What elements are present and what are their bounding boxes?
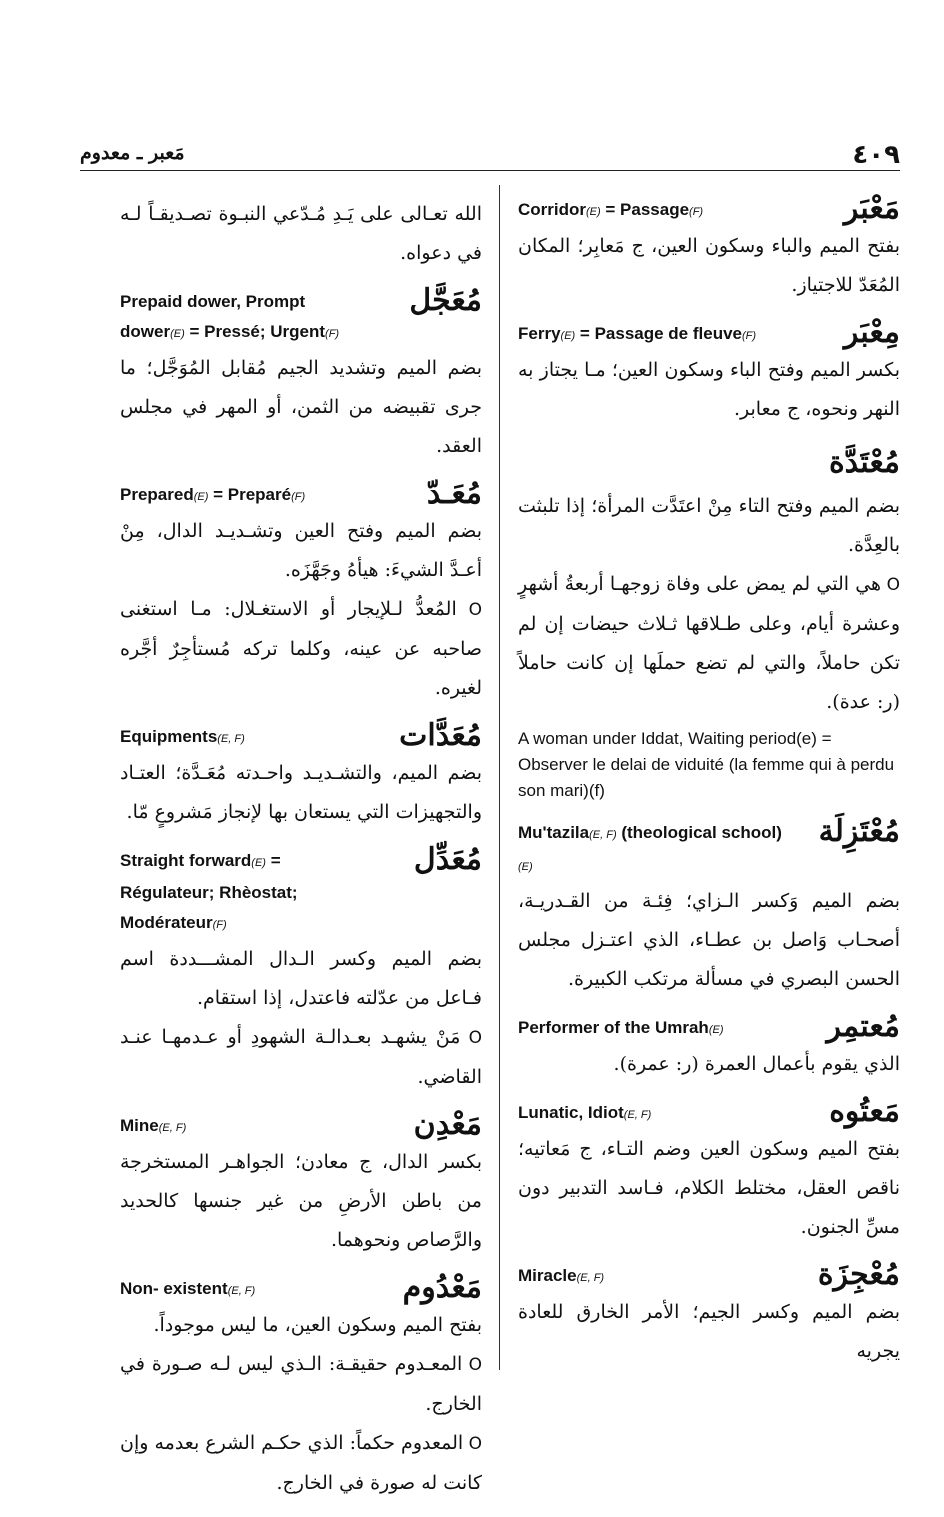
entry-header [120,283,482,349]
headword: مَعْدُوم [402,1270,482,1305]
language-tag: (E) [560,330,576,342]
french-term: = Passage de fleuve [575,324,742,343]
language-tag: (E, F) [576,1272,605,1284]
headword: مُعتمِر [826,1009,900,1044]
dictionary-entry [518,191,900,305]
english-term: Prepaid dower, Prompt dower [120,292,306,341]
french-term: = Pressé; Urgent [184,322,326,341]
headword: مُعَدِّل [413,842,482,877]
definition-text: بفتح الميم وسكون العين وضم التـاء، ج مَعاتيه؛ ناقص العقل، مختلط الكلام، فـاسد التدبير دون مسِّ الجنون. [518,1138,900,1238]
definition-text: بكسر الدال، ج معادن؛ الجواهـر المستخرجة من باطن الأرضِ من غير جنسها كالحديد والرَّصاص ونحوهما. [120,1151,482,1251]
headword: مَعْبَر [843,191,900,226]
dictionary-entry [518,814,900,999]
headword: مَعْدِن [413,1107,482,1142]
language-tag: (E) [586,206,601,218]
dictionary-entry [120,476,482,708]
left-column [120,195,482,1517]
sub-definition: O المعدوم حكماً: الذي حكـم الشرع بعدمه وإن كانت له صورة في الخارج. [120,1424,482,1503]
entry-header [518,191,900,227]
dictionary-entry [120,842,482,1097]
definition-text: الله تعـالى على يَـدِ مُـدّعي النبـوة تصـديقـاً لـه في دعواه. [120,203,482,264]
sub-definition: O هي التي لم يمض على وفاة زوجهـا أربعةُ أشهرٍ وعشرة أيام، وعلى طـلاقها ثـلاث حيضات إن لم تكن حاملاً، والتي لم تضع حملَها إن كانت حاملاً (ر: عدة). [518,565,900,722]
language-tag: (E, F) [227,1285,256,1297]
dictionary-entry [518,1257,900,1371]
sub-definition: O المُعدُّ لـلإيجار أو الاستغـلال: مـا استغنى صاحبه عن عينه، وكلما تركه مُستأجِرٌ أجَّره لغيره. [120,590,482,708]
dictionary-entry [120,1270,482,1503]
english-term: Performer of the Umrah [518,1018,709,1037]
language-tag: (F) [212,919,227,931]
definition-text: بكسر الميم وفتح الباء وسكون العين؛ مـا يجتاز به النهر ونحوه، ج معابر. [518,359,900,420]
language-tag: (E) [251,857,266,869]
english-term: Prepared [120,485,194,504]
english-term: Mine [120,1116,159,1135]
headword: مِعْبَر [843,315,900,350]
english-term: Miracle [518,1266,577,1285]
entry-header [518,315,900,351]
headword: مُعَـدّ [426,476,482,511]
headword: مُعَدَّات [399,718,482,753]
language-tag: (F) [742,330,757,342]
translation [518,195,900,227]
headword: مَعتُوه [829,1094,900,1129]
dictionary-entry [518,315,900,429]
entry-header [120,1107,482,1143]
page-header [80,140,900,171]
entry-header [518,814,900,882]
headword: مُعْتَدَّة [828,445,900,480]
english-term: Mu'tazila [518,823,590,842]
english-note: A woman under Iddat, Waiting period(e) = Observer le delai de viduité (la femme qui à perdu son mari)(f) [518,729,895,800]
language-tag: (E, F) [623,1109,652,1121]
definition-text: بضم الميم وَكسر الـزاي؛ فِئـة من القـدريـة، أصحـاب وَاصل بن عطـاء، الذي اعتـزل مجلس الحسن البصري في مسألة مرتكب الكبيرة. [518,890,900,990]
definition-text: الذي يقوم بأعمال العمرة (ر: عمرة). [613,1053,900,1075]
dictionary-entry [518,443,900,804]
french-term: = Régulateur; Rhèostat; Modérateur [120,851,298,932]
entry-header [518,443,900,487]
entry-header [120,718,482,754]
dictionary-entry [120,1107,482,1260]
english-term: Ferry [518,324,561,343]
language-tag: (F) [291,491,306,503]
definition-text: بضم الميم وفتح التاء مِنْ اعتَدَّت المرأة؛ إذا تلبثت بالعِدَّة. [518,495,900,556]
english-term: Lunatic, Idiot [518,1103,624,1122]
dictionary-entry [518,1094,900,1247]
definition-text: بضم الميم وفتح العين وتشـديـد الدال، مِنْ أعـدَّ الشيءَ: هيأهُ وجَهَّزَه. [120,520,482,581]
sub-definition: O المعـدوم حقيقـة: الـذي ليس لـه صـورة في الخارج. [120,1345,482,1424]
language-tag: (E) [193,491,209,503]
english-term: Straight forward [120,851,252,870]
definition-text: بضم الميم وكسر الـدال المشـــددة اسم فـاعل من عدّلته فاعتدل، إذا استقام. [120,948,482,1009]
language-tag: (F) [325,328,340,340]
entry-header [120,476,482,512]
definition-text: بفتح الميم والباء وسكون العين، ج مَعابِر؛ المكان المُعَدّ للاجتياز. [518,235,900,296]
translation [518,319,900,351]
dictionary-entry [120,283,482,466]
entry-header [120,1270,482,1306]
english-term: Equipments [120,727,218,746]
entry-header [518,1009,900,1045]
headword: مُعْجِزَة [817,1257,900,1292]
sub-definition: O مَنْ يشهـد بعـدالـة الشهودِ أو عـدمهـا عنـد القاضي. [120,1018,482,1097]
page-number: ٤٠٩ [852,140,900,170]
english-term: Corridor [518,200,586,219]
column-divider [499,185,500,1370]
language-tag: (E, F) [589,829,617,841]
language-tag: (E) [708,1024,724,1036]
language-tag: (E) [170,328,185,340]
entry-header [518,1257,900,1293]
language-tag: (F) [689,206,704,218]
dictionary-entry [120,195,482,273]
language-tag: (E, F) [158,1122,187,1134]
entry-header [120,842,482,940]
french-term: = Preparé [208,485,292,504]
english-term: Non- existent [120,1279,228,1298]
french-term: = Passage [600,200,690,219]
definition-text: بضم الميم وكسر الجيم؛ الأمر الخارق للعادة يجريه [518,1301,900,1362]
definition-text: بضم الميم وتشديد الجيم مُقابل المُوَجَّل؛ ما جرى تقبيضه من الثمن، أو المهر في مجلس العقد. [120,357,482,457]
entry-header [518,1094,900,1130]
dictionary-entry [518,1009,900,1084]
headword: مُعْتَزِلَة [818,814,900,849]
language-tag: (E, F) [217,733,245,745]
right-column [518,191,900,1385]
language-tag: (E) [518,861,533,873]
definition-text: بفتح الميم وسكون العين، ما ليس موجوداً. [153,1314,482,1336]
dictionary-entry [120,718,482,832]
running-head: مَعبر ـ معدوم [80,142,185,164]
headword: مُعَجَّل [409,283,482,318]
definition-text: بضم الميم، والتشـديـد واحـدته مُعَـدَّة؛ العتـاد والتجهيزات التي يستعان بها لإنجاز مَشروعٍ مّا. [120,762,482,823]
french-term: (theological school) [616,823,782,842]
